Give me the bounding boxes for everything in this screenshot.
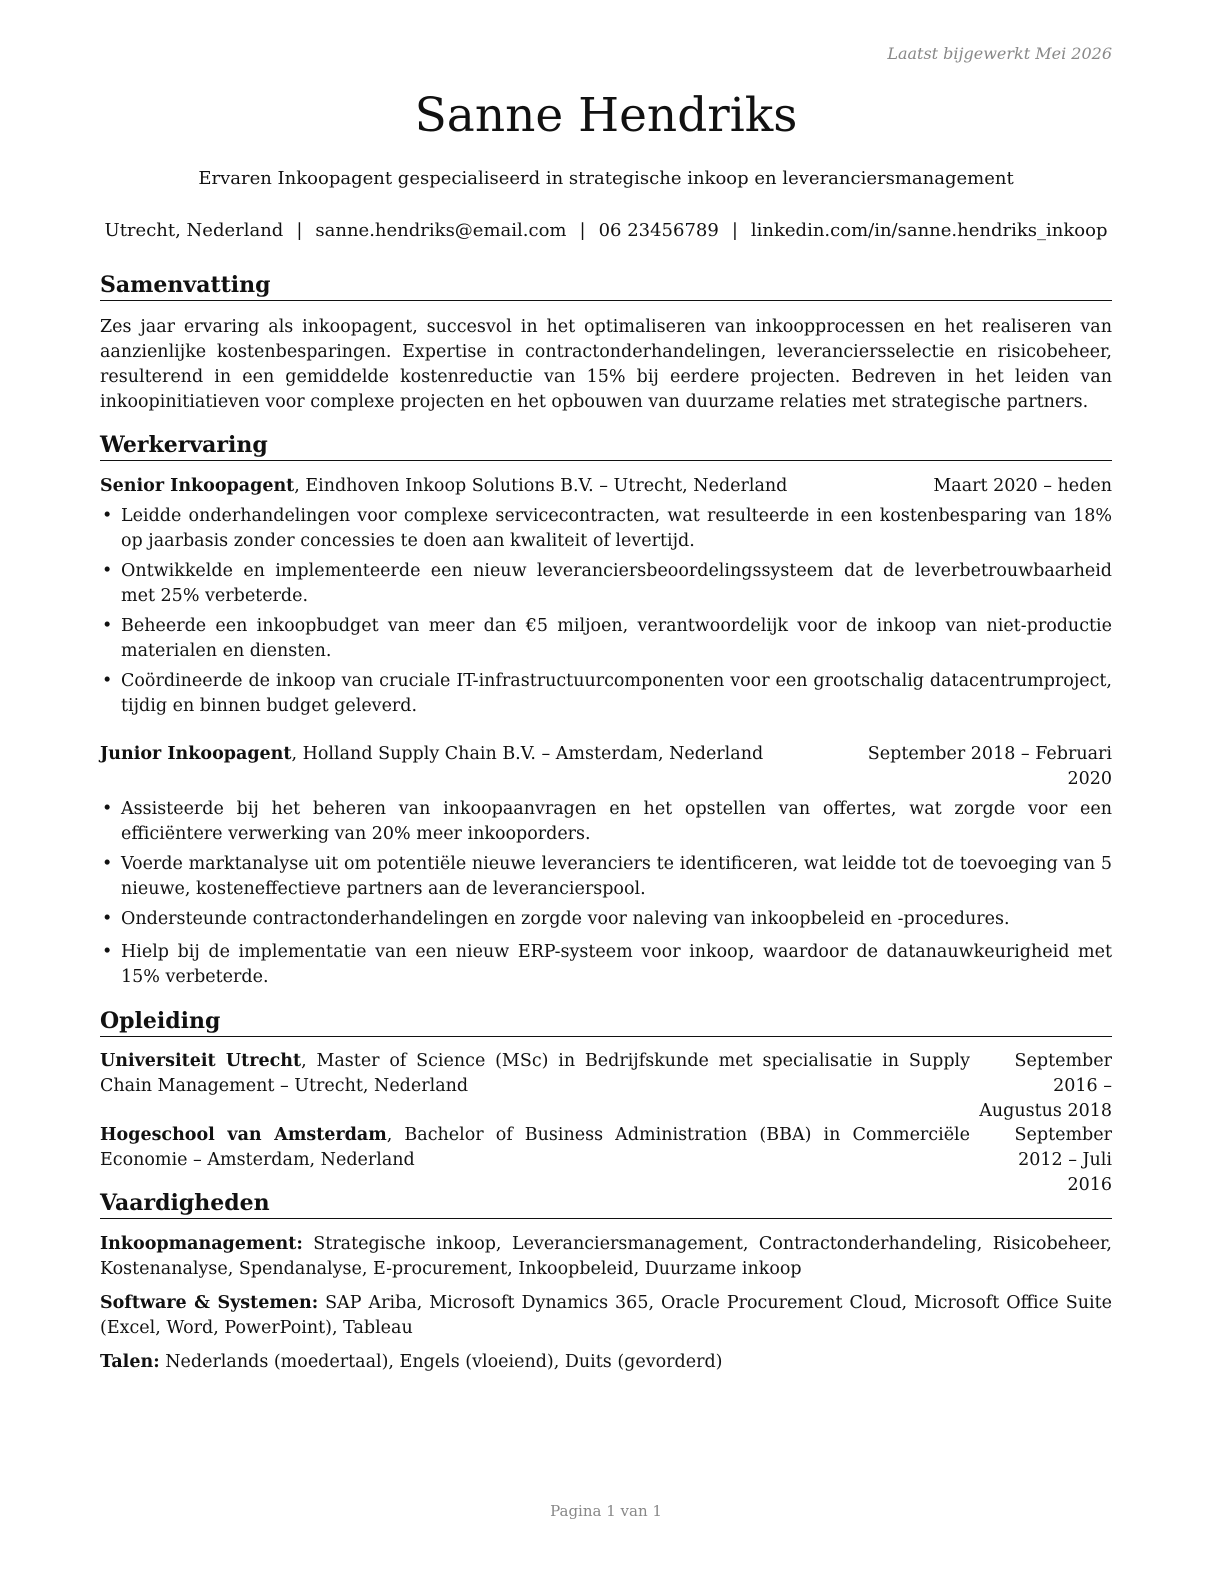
contact-line [100,219,1112,243]
skill-row [100,1232,1112,1282]
skill-row [100,1291,1112,1341]
education-program: , Bachelor of Business Administration (BBA) in Commerciële Economie – Amsterdam, Nederland [100,1125,970,1170]
education-details [100,1049,970,1099]
bullet-text: Ondersteunde contractonderhandelingen en zorgde voor naleving van inkoopbeleid en -procedures. [121,909,1010,929]
skill-label: Inkoopmanagement: [100,1234,303,1254]
bullet-icon: • [102,561,113,581]
resume-page [100,0,1112,1584]
bullet-text: Leidde onderhandelingen voor complexe servicecontracten, wat resulteerde in een kostenbesparing van 18% op jaarbasis zonder concessies te doen aan kwaliteit of levertijd. [121,506,1112,551]
job-dates-line: September 2018 – Februari [867,744,1112,764]
education-dates: September 2012 – Juli 2016 [1014,1125,1112,1195]
job-bullets [100,797,1112,995]
education-program: , Master of Science (MSc) in Bedrijfskunde met specialisatie in Supply Chain Management – Utrecht, Nederland [100,1051,971,1096]
bullet-text: Beheerde een inkoopbudget van meer dan €5 miljoen, verantwoordelijk voor de inkoop van niet-productie materialen en diensten. [121,616,1112,661]
education-school: Hogeschool van Amsterdam [100,1125,387,1145]
list-item [100,852,1112,902]
list-item [100,907,1112,932]
section-title-summary: Samenvatting [100,271,1112,301]
education-entry [100,1123,1112,1195]
skill-value: Nederlands (moedertaal), Engels (vloeiend), Duits (gevorderd) [159,1352,723,1372]
job-heading [100,474,1112,499]
list-item [100,559,1112,609]
skill-label: Talen: [100,1352,160,1372]
skill-value: Strategische inkoop, Leveranciersmanagement, Contractonderhandeling, Risicobeheer, Kostenanalyse, Spendanalyse, E-procurement, Inkoopbeleid, Duurzame inkoop [100,1234,1112,1279]
contact-separator: | [296,220,303,241]
job-dates: Maart 2020 – heden [933,476,1112,496]
list-item [100,614,1112,664]
bullet-text: Hielp bij de implementatie van een nieuw ERP-systeem voor inkoop, waardoor de datanauwkeurigheid met 15% verbeterde. [121,942,1112,987]
bullet-icon: • [102,909,113,929]
candidate-name: Sanne Hendriks [414,88,798,143]
bullet-text: Coördineerde de inkoop van cruciale IT-infrastructuurcomponenten voor een grootschalig datacentrumproject, tijdig en binnen budget geleverd. [121,671,1112,716]
contact-separator: | [579,220,586,241]
job-title: Junior Inkoopagent [100,744,292,764]
education-details [100,1123,970,1173]
page-footer: Pagina 1 van 1 [550,1502,662,1520]
tagline: Ervaren Inkoopagent gespecialiseerd in strategische inkoop en leveranciersmanagement [198,168,1014,189]
bullet-text: Assisteerde bij het beheren van inkoopaanvragen en het opstellen van offertes, wat zorgde voor een efficiëntere verwerking van 20% meer inkooporders. [121,799,1112,844]
education-entry [100,1049,1112,1121]
bullet-icon: • [102,942,113,962]
job-company: , Eindhoven Inkoop Solutions B.V. – Utrecht, Nederland [294,476,788,496]
contact-location: Utrecht, Nederland [104,220,284,241]
bullet-icon: • [102,671,113,691]
bullet-icon: • [102,854,113,874]
list-item [100,797,1112,847]
contact-linkedin[interactable]: linkedin.com/in/sanne.hendriks_inkoop [750,220,1108,241]
contact-separator: | [731,220,738,241]
job-dates [868,742,1112,792]
list-item [100,669,1112,719]
contact-email[interactable]: sanne.hendriks@email.com [315,220,567,241]
job-dates-line: 2020 [1067,769,1112,789]
skill-label: Software & Systemen: [100,1293,319,1313]
section-title-education: Opleiding [100,1007,1112,1037]
bullet-text: Ontwikkelde en implementeerde een nieuw leveranciersbeoordelingssysteem dat de leverbetrouwbaarheid met 25% verbeterde. [121,561,1112,606]
section-title-skills: Vaardigheden [100,1189,1112,1219]
last-updated: Laatst bijgewerkt Mei 2026 [887,44,1112,63]
education-dates: September 2016 – Augustus 2018 [979,1051,1112,1121]
bullet-icon: • [102,616,113,636]
summary-text: Zes jaar ervaring als inkoopagent, succesvol in het optimaliseren van inkoopprocessen en het realiseren van aanzienlijke kostenbesparingen. Expertise in contractonderhandelingen, leveranciersselectie en risicobeheer, resulterend in een gemiddelde kostenreductie van 15% bij eerdere projecten. Bedreven in het leiden van inkoopinitiatieven voor complexe projecten en het opbouwen van duurzame relaties met strategische partners. [100,317,1112,412]
list-item [100,504,1112,554]
skill-value: SAP Ariba, Microsoft Dynamics 365, Oracle Procurement Cloud, Microsoft Office Suite (Excel, Word, PowerPoint), Tableau [100,1293,1113,1338]
bullet-text: Voerde marktanalyse uit om potentiële nieuwe leveranciers te identificeren, wat leidde tot de toevoeging van 5 nieuwe, kosteneffectieve partners aan de leverancierspool. [121,854,1112,899]
bullet-icon: • [102,506,113,526]
skill-row [100,1350,1112,1375]
list-item [100,940,1112,990]
job-heading [100,742,1112,789]
contact-phone: 06 23456789 [598,220,719,241]
job-company: , Holland Supply Chain B.V. – Amsterdam, Nederland [291,744,764,764]
job-bullets [100,504,1112,724]
bullet-icon: • [102,799,113,819]
education-school: Universiteit Utrecht [100,1051,302,1071]
job-title: Senior Inkoopagent [100,476,295,496]
section-title-experience: Werkervaring [100,431,1112,461]
